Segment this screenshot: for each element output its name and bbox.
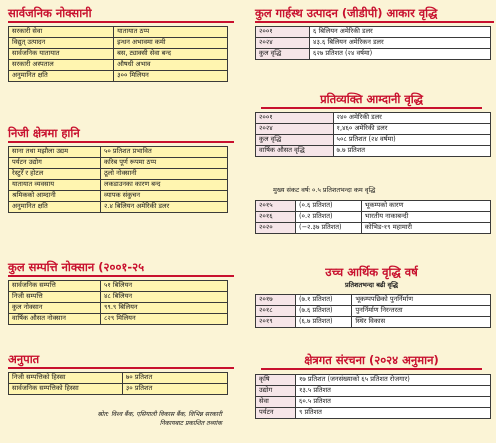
private-loss-value-cell: ५० प्रतिशत प्रभावित	[100, 147, 227, 158]
gdp-value-cell: ६ बिलियन अमेरिकी डलर	[310, 27, 491, 38]
high-growth-subtitle: प्रतिशतभन्दा बढी वृद्धि	[345, 281, 398, 289]
per-capita-label-cell: कुल वृद्धि	[256, 135, 334, 146]
public-loss-row	[9, 38, 228, 49]
gdp-underline	[255, 21, 494, 23]
high-growth-row	[256, 306, 491, 317]
public-loss-row	[9, 27, 228, 38]
private-loss-label-cell: रेस्टुरेँ र होटल	[9, 169, 101, 180]
sector-value-cell: १७ प्रतिशत (जनसंख्याको ६५ प्रतिशत रोजगार)	[295, 375, 490, 386]
private-loss-label-cell: साना तथा मझौला उद्यम	[9, 147, 101, 158]
private-loss-value-cell: लकडाउनका कारण बन्द	[100, 180, 227, 191]
ratio-value-cell: ७० प्रतिशत	[122, 373, 227, 384]
asset-loss-row	[9, 314, 228, 325]
sector-value-cell: ६०.५ प्रतिशत	[295, 397, 490, 408]
public-loss-value-cell: इन्धन अभावमा कमी	[114, 38, 228, 49]
crisis-table	[255, 200, 491, 234]
per-capita-value-cell: ७.७ प्रतिशत	[333, 146, 490, 157]
public-loss-label-cell: सरकारी सेवा	[9, 27, 114, 38]
public-loss-label-cell: अनुमानित क्षति	[9, 71, 114, 82]
high-growth-value-cell: पुनर्निर्माण निरन्तरता	[352, 306, 491, 317]
public-loss-value-cell: औषधी अभाव	[114, 60, 228, 71]
public-loss-table	[8, 26, 228, 82]
asset-loss-row	[9, 303, 228, 314]
per-capita-title: प्रतिव्यक्ति आम्दानी वृद्धि	[320, 92, 423, 106]
private-loss-label-cell: पर्यटन उद्योग	[9, 158, 101, 169]
public-loss-label-cell: सार्वजनिक यातायात	[9, 49, 114, 60]
private-loss-label-cell: अनुमानित क्षति	[9, 202, 101, 213]
asset-loss-table	[8, 280, 228, 325]
crisis-label-cell: २०१६	[256, 212, 296, 223]
gdp-label-cell: २०२४	[256, 38, 310, 49]
crisis-value-cell: (−२.३७ प्रतिशत)	[295, 223, 361, 234]
asset-loss-label-cell: वार्षिक औसत नोक्सान	[9, 314, 101, 325]
asset-loss-value-cell: ४८ बिलियन	[100, 292, 227, 303]
private-loss-section	[0, 126, 236, 213]
private-loss-row	[9, 169, 228, 180]
crisis-value-cell: भूकम्पको कारण	[361, 201, 490, 212]
private-loss-table	[8, 146, 228, 213]
crisis-label-cell: २०२०	[256, 223, 296, 234]
ratio-underline	[8, 367, 234, 369]
per-capita-row	[256, 135, 491, 146]
per-capita-underline	[261, 107, 482, 109]
sector-row	[256, 375, 491, 386]
source-line-1: स्रोत: विश्व बैंक, एसियाली विकास बैंक, विभिन्न सरकारी	[97, 411, 222, 418]
private-loss-label-cell: यातायात व्यवसाय	[9, 180, 101, 191]
per-capita-row	[256, 113, 491, 124]
crisis-note: मुख्य संकट वर्षः ०.५ प्रतिशतभन्दा कम वृद्धि	[273, 186, 376, 194]
per-capita-table	[255, 112, 491, 157]
high-growth-row	[256, 295, 491, 306]
high-growth-label-cell: २०१७	[256, 295, 296, 306]
crisis-section	[247, 185, 496, 234]
high-growth-value-cell: (६.७ प्रतिशत)	[295, 317, 351, 328]
ratio-table	[8, 372, 228, 395]
gdp-label-cell: कुल वृद्धि	[256, 49, 310, 60]
sector-row	[256, 386, 491, 397]
sector-label-cell: सेवा	[256, 397, 296, 408]
sector-row	[256, 408, 491, 419]
private-loss-row	[9, 158, 228, 169]
asset-loss-underline	[8, 275, 234, 277]
gdp-row	[256, 27, 491, 38]
per-capita-label-cell: २००१	[256, 113, 334, 124]
high-growth-label-cell: २०१८	[256, 306, 296, 317]
sector-value-cell: १३.५ प्रतिशत	[295, 386, 490, 397]
ratio-label-cell: सार्वजनिक सम्पत्तिको हिस्सा	[9, 384, 123, 395]
ratio-title: अनुपात	[8, 352, 40, 366]
public-loss-row	[9, 60, 228, 71]
gdp-label-cell: २००१	[256, 27, 310, 38]
asset-loss-section	[0, 260, 236, 325]
ratio-row	[9, 384, 228, 395]
high-growth-table	[255, 294, 491, 328]
asset-loss-value-cell: ५१ बिलियन	[100, 281, 227, 292]
per-capita-row	[256, 124, 491, 135]
per-capita-row	[256, 146, 491, 157]
per-capita-label-cell: २०२४	[256, 124, 334, 135]
ratio-row	[9, 373, 228, 384]
per-capita-value-cell: १,४६० अमेरिकी डलर	[333, 124, 490, 135]
source-note	[0, 410, 236, 428]
private-loss-row	[9, 202, 228, 213]
private-loss-value-cell: २.४ बिलियन अमेरिकी डलर	[100, 202, 227, 213]
crisis-value-cell: (०.६ प्रतिशत)	[295, 201, 361, 212]
high-growth-title: उच्च आर्थिक वृद्धि वर्ष	[325, 265, 418, 279]
private-loss-value-cell: करिब पूर्ण रूपमा ठप्प	[100, 158, 227, 169]
private-loss-label-cell: श्रमिकको आम्दानी	[9, 191, 101, 202]
sector-row	[256, 397, 491, 408]
ratio-label-cell: निजी सम्पत्तिको हिस्सा	[9, 373, 123, 384]
crisis-value-cell: कोभिड-१९ महामारी	[361, 223, 490, 234]
asset-loss-title: कुल सम्पत्ति नोक्सान (२००१-२५	[8, 260, 145, 274]
private-loss-underline	[8, 141, 234, 143]
public-loss-value-cell: ३०० मिलियन	[114, 71, 228, 82]
gdp-value-cell: ४३.६ बिलियन अमेरिकन डलर	[310, 38, 491, 49]
asset-loss-label-cell: कुल नोक्सान	[9, 303, 101, 314]
gdp-section	[247, 6, 496, 60]
crisis-label-cell: २०१५	[256, 201, 296, 212]
private-loss-value-cell: ठूलो नोक्सानी	[100, 169, 227, 180]
public-loss-label-cell: सरकारी अस्पताल	[9, 60, 114, 71]
private-loss-value-cell: व्यापक संकुचन	[100, 191, 227, 202]
sector-label-cell: उद्योग	[256, 386, 296, 397]
private-loss-row	[9, 180, 228, 191]
source-line-2: निकायबाट प्रकाशित तथ्यांक	[159, 420, 222, 427]
public-loss-row	[9, 71, 228, 82]
crisis-value-cell: (०.२ प्रतिशत)	[295, 212, 361, 223]
asset-loss-value-cell: ८२९ मिलियन	[100, 314, 227, 325]
crisis-row	[256, 212, 491, 223]
per-capita-section	[247, 92, 496, 157]
public-loss-section	[0, 6, 236, 82]
gdp-table	[255, 26, 491, 60]
asset-loss-value-cell: ९९.९ बिलियन	[100, 303, 227, 314]
public-loss-value-cell: यातायात ठप्प	[114, 27, 228, 38]
asset-loss-label-cell: निजी सम्पत्ति	[9, 292, 101, 303]
crisis-value-cell: भारतीय नाकाबन्दी	[361, 212, 490, 223]
per-capita-value-cell: २४० अमेरिकी डलर	[333, 113, 490, 124]
crisis-row	[256, 223, 491, 234]
per-capita-label-cell: वार्षिक औसत वृद्धि	[256, 146, 334, 157]
ratio-value-cell: ३० प्रतिशत	[122, 384, 227, 395]
sector-underline	[261, 368, 482, 370]
per-capita-value-cell: ५०८ प्रतिशत (२४ वर्षमा)	[333, 135, 490, 146]
ratio-section	[0, 352, 236, 395]
gdp-row	[256, 49, 491, 60]
sector-label-cell: कृषि	[256, 375, 296, 386]
public-loss-underline	[8, 21, 234, 23]
asset-loss-label-cell: सार्वजनिक सम्पत्ति	[9, 281, 101, 292]
crisis-row	[256, 201, 491, 212]
high-growth-value-cell: (७.६ प्रतिशत)	[295, 306, 351, 317]
private-loss-title: निजी क्षेत्रमा हानि	[8, 126, 80, 140]
high-growth-row	[256, 317, 491, 328]
asset-loss-row	[9, 292, 228, 303]
high-growth-value-cell: भूकम्पपछिको पुनर्निर्माण	[352, 295, 491, 306]
sector-title: क्षेत्रगत संरचना (२०२४ अनुमान)	[304, 353, 439, 367]
public-loss-label-cell: विद्युत् उत्पादन	[9, 38, 114, 49]
asset-loss-row	[9, 281, 228, 292]
private-loss-row	[9, 147, 228, 158]
gdp-title: कुल गार्हस्थ उत्पादन (जीडीपी) आकार वृद्धि	[255, 6, 438, 20]
public-loss-value-cell: बस, ट्याक्सी सेवा बन्द	[114, 49, 228, 60]
sector-table	[255, 374, 491, 419]
high-growth-section	[247, 265, 496, 328]
public-loss-title: सार्वजनिक नोक्सानी	[8, 6, 92, 20]
sector-label-cell: पर्यटन	[256, 408, 296, 419]
sector-section	[247, 353, 496, 419]
high-growth-value-cell: (७.१ प्रतिशत)	[295, 295, 351, 306]
high-growth-label-cell: २०१९	[256, 317, 296, 328]
private-loss-row	[9, 191, 228, 202]
sector-value-cell: ९ प्रतिशत	[295, 408, 490, 419]
high-growth-value-cell: स्थिर विकास	[352, 317, 491, 328]
gdp-row	[256, 38, 491, 49]
gdp-value-cell: ६२७ प्रतिशत (२४ वर्षमा)	[310, 49, 491, 60]
public-loss-row	[9, 49, 228, 60]
